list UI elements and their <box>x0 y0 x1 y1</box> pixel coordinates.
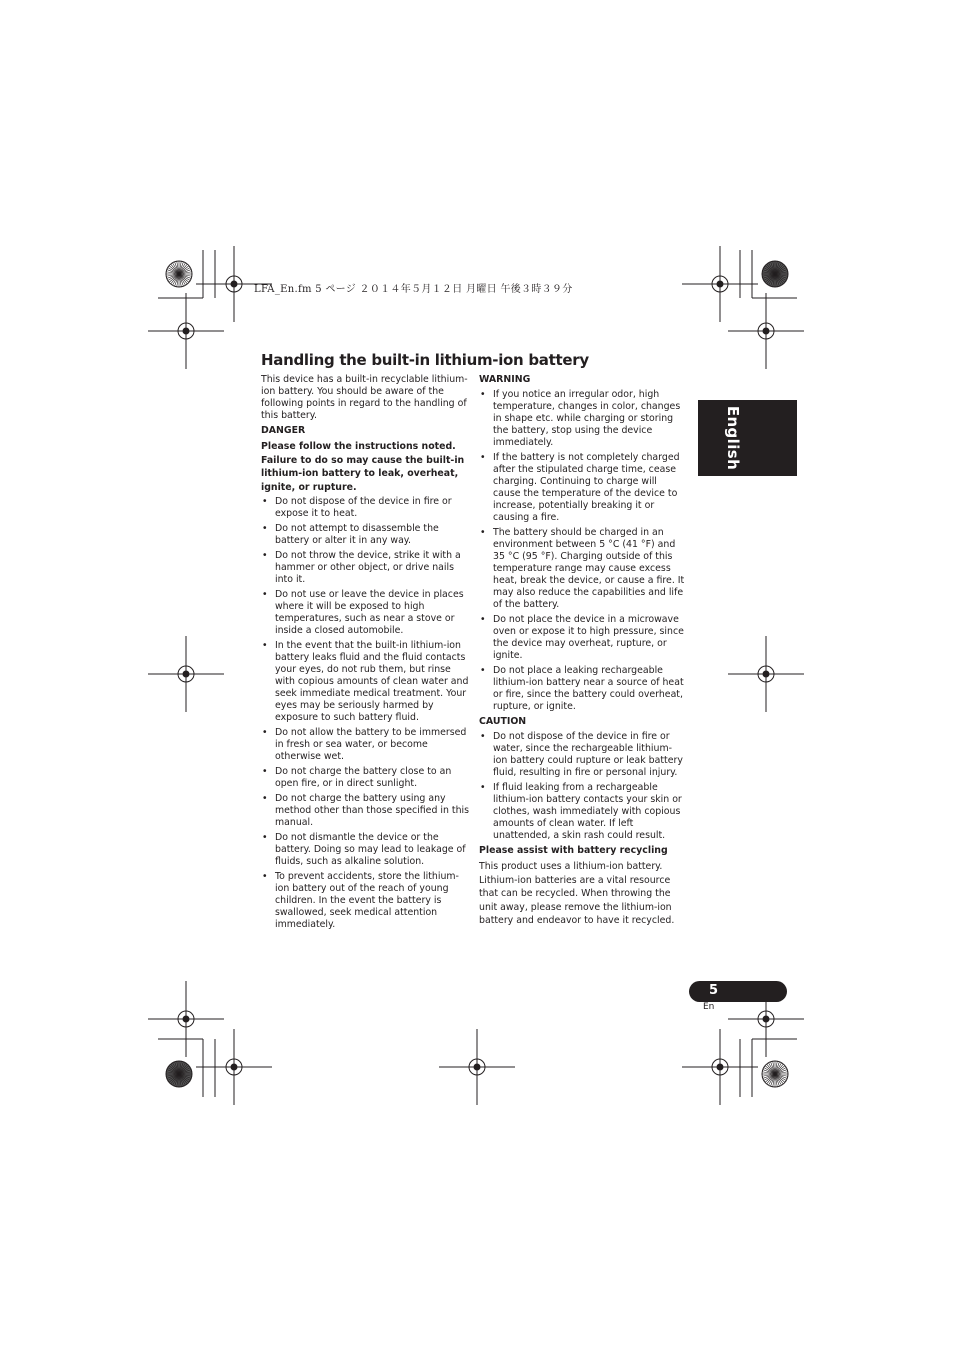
list-item: • Do not allow the battery to be immersed in fresh or sea water, or become otherwise wet. <box>261 727 469 763</box>
print-slug: LFA_En.fm 5 ページ ２０１４年５月１２日 月曜日 午後３時３９分 <box>254 284 573 295</box>
page-number: 5 <box>709 983 719 998</box>
left-column <box>261 374 469 934</box>
danger-lead: Please follow the instructions noted. Failure to do so may cause the built-in lithium-ion battery to leak, overheat, ignite, or rupture. <box>261 441 465 493</box>
list-item: • To prevent accidents, store the lithium-ion battery out of the reach of young children. In the event the battery is swallowed, seek medical attention immediately. <box>261 871 469 931</box>
list-item: • The battery should be charged in an environment between 5 °C (41 °F) and 35 °C (95 °F). Charging outside of this temperature range may cause excess heat, break the device, or cause a fire. It may also reduce the capabilities and life of the battery. <box>479 527 685 611</box>
language-tab-label: English <box>724 405 742 471</box>
list-item: • Do not place a leaking rechargeable lithium-ion battery near a source of heat or fire, since the battery could overheat, rupture, or ignite. <box>479 665 685 713</box>
language-tab <box>698 400 797 476</box>
list-item: • Do not charge the battery close to an open fire, or in direct sunlight. <box>261 766 469 790</box>
list-item: • Do not dispose of the device in fire or expose it to heat. <box>261 496 469 520</box>
warning-heading: WARNING <box>479 374 531 385</box>
list-item: • If the battery is not completely charged after the stipulated charge time, cease charging. Continuing to charge will cause the temperature of the device to increase, potentially breaking it or causing a fire. <box>479 452 685 524</box>
page-language-code: En <box>703 1002 715 1012</box>
list-item: • Do not place the device in a microwave oven or expose it to high pressure, since the device may overheat, rupture, or ignite. <box>479 614 685 662</box>
list-item: • Do not charge the battery using any method other than those specified in this manual. <box>261 793 469 829</box>
warning-list <box>479 389 685 713</box>
right-column <box>479 374 685 931</box>
page-number-bar <box>689 981 787 1002</box>
recycling-heading: Please assist with battery recycling <box>479 845 668 856</box>
danger-heading: DANGER <box>261 425 306 436</box>
list-item: • If fluid leaking from a rechargeable lithium-ion battery contacts your skin or clothes, wash immediately with copious amounts of clean water. If left unattended, a skin rash could result. <box>479 782 685 842</box>
list-item: • If you notice an irregular odor, high temperature, changes in color, changes in shape etc. while charging or storing the battery, stop using the device immediately. <box>479 389 685 449</box>
list-item: • In the event that the built-in lithium-ion battery leaks fluid and the fluid contacts your eyes, do not rub them, but rinse with copious amounts of clean water and seek immediate medical treatment. Your eyes may be seriously harmed by exposure to such battery fluid. <box>261 640 469 724</box>
recycling-paragraph: This product uses a lithium-ion battery. Lithium-ion batteries are a vital resource that can be recycled. When throwing the unit away, please remove the lithium-ion battery and endeavor to have it recycled. <box>479 861 675 926</box>
list-item: • Do not dismantle the device or the battery. Doing so may lead to leakage of fluids, such as alkaline solution. <box>261 832 469 868</box>
list-item: • Do not attempt to disassemble the battery or alter it in any way. <box>261 523 469 547</box>
intro-paragraph: This device has a built-in recyclable lithium-ion battery. You should be aware of the following points in regard to the handling of this battery. <box>261 374 468 421</box>
list-item: • Do not throw the device, strike it with a hammer or other object, or drive nails into it. <box>261 550 469 586</box>
caution-heading: CAUTION <box>479 716 527 727</box>
danger-list <box>261 496 469 931</box>
list-item: • Do not dispose of the device in fire or water, since the rechargeable lithium-ion battery could rupture or leak battery fluid, resulting in fire or personal injury. <box>479 731 685 779</box>
page-title: Handling the built-in lithium-ion battery <box>261 351 589 369</box>
list-item: • Do not use or leave the device in places where it will be exposed to high temperatures, such as near a stove or inside a closed automobile. <box>261 589 469 637</box>
caution-list <box>479 731 685 842</box>
